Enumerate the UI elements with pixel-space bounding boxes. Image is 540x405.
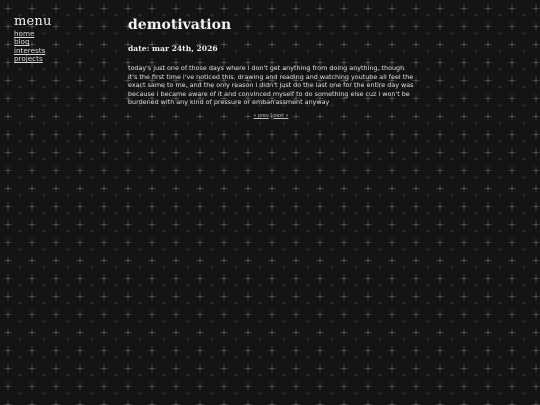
post-date: date: mar 24th, 2026: [128, 44, 218, 53]
menu-title: menu: [14, 14, 52, 29]
menu-list: [14, 30, 52, 64]
sidebar-menu: [14, 15, 52, 64]
blog-post: [128, 16, 414, 120]
prev-post-link[interactable]: « prev: [253, 113, 269, 119]
pager-separator: |: [268, 113, 274, 119]
menu-link-home[interactable]: home: [14, 29, 35, 38]
menu-link-interests[interactable]: interests: [14, 45, 46, 55]
post-body: today's just one of those days where i don't get anything from doing anything, though it's the first time i've noticed this. drawing and reading and watching youtube all feel the exact same to me, and the only reason i didn't just do the last one for the entire day was because i became aware of it and convinced myself to do something else cuz i won't be burdened with any kind of pressure or embarrassment anyway: [128, 64, 414, 106]
post-pager: [128, 114, 414, 120]
menu-link-blog[interactable]: blog: [14, 37, 30, 47]
menu-item: [14, 55, 52, 63]
next-post-link[interactable]: next »: [273, 113, 289, 119]
post-title: demotivation: [128, 17, 232, 33]
menu-link-projects[interactable]: projects: [14, 54, 43, 64]
